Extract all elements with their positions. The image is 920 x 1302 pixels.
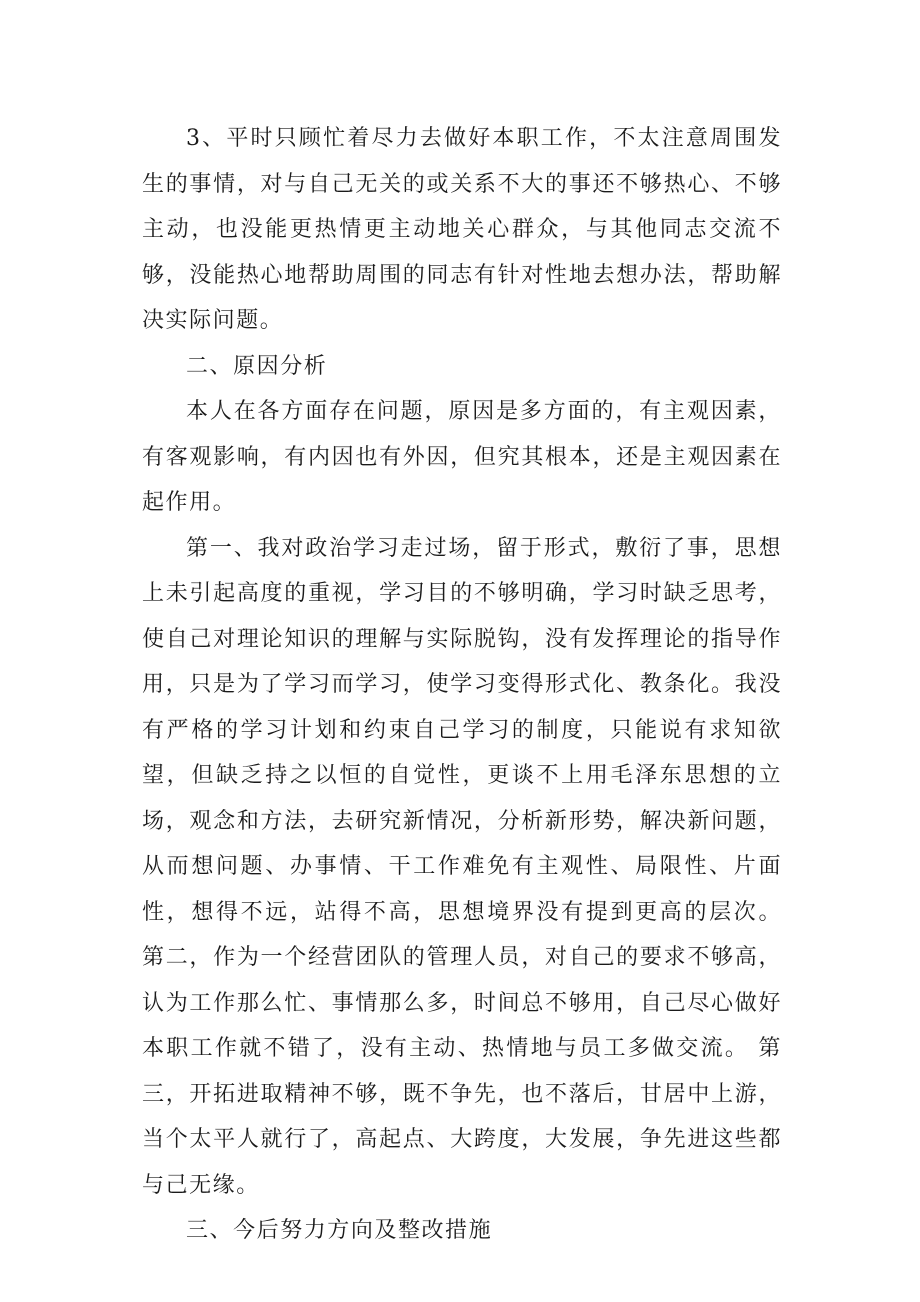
section-heading-measures: 三、今后努力方向及整改措施 bbox=[186, 1218, 493, 1243]
paragraph-analysis: 第一、我对政治学习走过场，留于形式，敷衍了事，思想上未引起高度的重视，学习目的不够明确，学习时缺乏思考，使自己对理论知识的理解与实际脱钩，没有发挥理论的指导作用，只是为了学习而学习，使学习变得形式化、教条化。我没有严格的学习计划和约束自己学习的制度，只能说有求知欲望，但缺乏持之以恒的自觉性，更谈不上用毛泽东思想的立场，观念和方法，去研究新情况，分析新形势，解决新问题，从而想问题、办事情、干工作难免有主观性、局限性、片面性，想得不远，站得不高，思想境界没有提到更高的层次。 第二，作为一个经营团队的管理人员，对自己的要求不够高，认为工作那么忙、事情那么多，时间总不够用，自己尽心做好本职工作就不错了，没有主动、热情地与员工多做交流。 第三，开拓进取精神不够，既不争先，也不落后，甘居中上游，当个太平人就行了，高起点、大跨度，大发展，争先进这些都与己无缘。 bbox=[142, 535, 782, 1198]
section-heading-reasons: 二、原因分析 bbox=[186, 353, 328, 379]
paragraph-overview: 本人在各方面存在问题，原因是多方面的，有主观因素，有客观影响，有内因也有外因，但究其根本，还是主观因素在起作用。 bbox=[142, 399, 782, 515]
document-body bbox=[142, 116, 782, 1254]
paragraph-item-3: 3、平时只顾忙着尽力去做好本职工作，不太注意周围发生的事情，对与自己无关的或关系不大的事还不够热心、不够主动，也没能更热情更主动地关心群众，与其他同志交流不够，没能热心地帮助周围的同志有针对性地去想办法，帮助解决实际问题。 bbox=[142, 126, 782, 333]
